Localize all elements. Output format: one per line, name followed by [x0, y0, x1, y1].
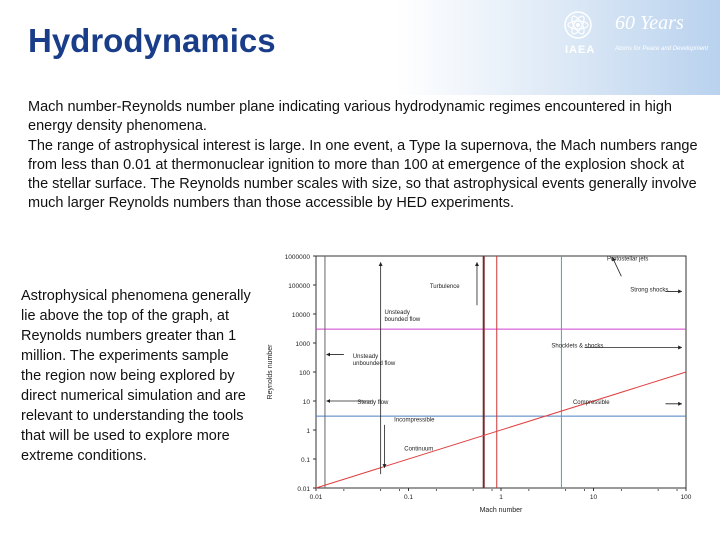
y-tick-label: 10000 [291, 312, 310, 319]
atom-icon [563, 10, 593, 40]
side-text: Astrophysical phenomena generally lie above the top of the graph, at Reynolds numbers greater than 1 million. The experiments sample the region now being explored by direct numerical simulation and are relevant to understanding the tools that will be used to explore more extreme conditions. [21, 288, 251, 464]
region-label: Incompressible [394, 417, 435, 424]
logo-years: 60 Years [615, 12, 684, 34]
x-tick-label: 0.1 [403, 494, 414, 501]
x-tick-label: 10 [589, 494, 598, 501]
region-label: Unsteady bounded flow [384, 310, 421, 323]
intro-paragraph-2: The range of astrophysical interest is large. In one event, a Type Ia supernova, the Mach numbers range from less than 0.01 at thermonuclear ignition to more than 100 at emergence of the explosion shock at the stellar surface. The Reynolds number scales with size, so that astrophysical events generally involve much larger Reynolds numbers than those accessible by HED experiments. [28, 137, 698, 212]
page-title: Hydrodynamics [28, 22, 276, 59]
region-label: Protostellar jets [607, 256, 649, 263]
x-tick-label: 0.01 [309, 494, 323, 501]
y-tick-label: 1 [306, 428, 310, 435]
y-axis-label: Reynolds number [267, 344, 274, 400]
x-axis-label: Mach number [479, 507, 523, 514]
y-tick-label: 10 [302, 399, 310, 406]
region-label: Shocklets & shocks [551, 343, 604, 350]
region-label: Compressible [572, 399, 610, 406]
compressible-boundary-line [316, 372, 686, 488]
iaea-logo [555, 10, 720, 60]
x-tick-label: 1 [499, 494, 503, 501]
region-label: Steady flow [357, 399, 389, 406]
y-tick-label: 100 [299, 370, 310, 377]
y-tick-label: 0.1 [300, 457, 310, 464]
region-label: Strong shocks [630, 287, 669, 294]
logo-org: IAEA [565, 44, 596, 56]
intro-paragraph-1: Mach number-Reynolds number plane indicating various hydrodynamic regimes encountered in high energy density phenomena. [28, 99, 672, 135]
x-tick-label: 100 [680, 494, 692, 501]
logo-tagline: Atoms for Peace and Development [615, 46, 709, 52]
y-tick-label: 100000 [288, 283, 310, 290]
region-label: Unsteady unbounded flow [352, 354, 396, 368]
region-label: Turbulence [429, 283, 460, 290]
regime-chart-svg [252, 245, 700, 525]
regime-chart [252, 245, 700, 525]
y-tick-label: 0.01 [297, 486, 310, 493]
y-tick-label: 1000000 [284, 254, 310, 261]
region-label: Continuum [404, 446, 434, 453]
intro-text [28, 98, 698, 214]
y-tick-label: 1000 [295, 341, 310, 348]
